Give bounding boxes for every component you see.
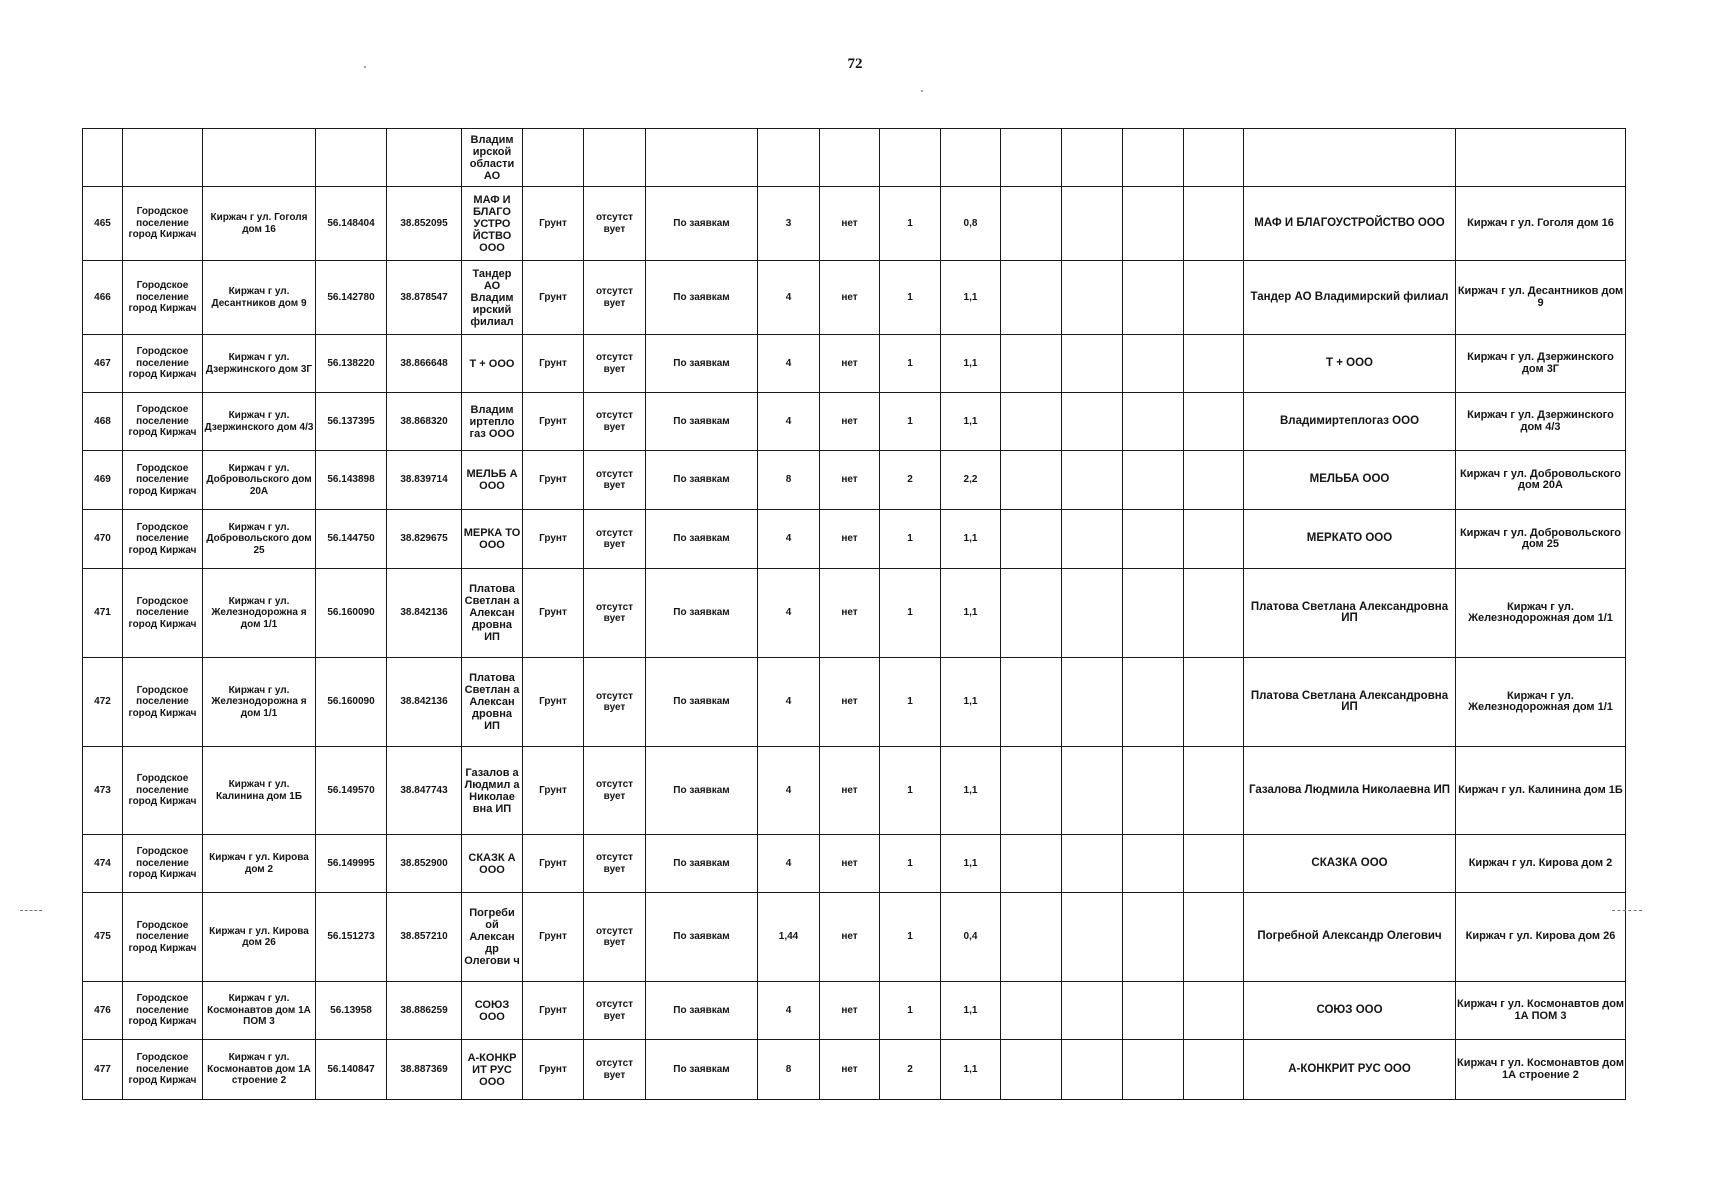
cell-empty: [1184, 658, 1244, 747]
cell-address: Киржач г ул. Гоголя дом 16: [203, 187, 316, 261]
cell-org-address: Киржач г ул. Кирова дом 2: [1456, 835, 1626, 893]
cell-empty: [1123, 451, 1184, 510]
cell-lon: [387, 129, 462, 187]
cell-lon: 38.842136: [387, 569, 462, 658]
registry-table: [82, 128, 1626, 1100]
cell-fence: отсутст вует: [584, 451, 646, 510]
cell-volume: 2,2: [941, 451, 1001, 510]
cell-schedule: По заявкам: [646, 187, 758, 261]
cell-empty: [1001, 261, 1062, 335]
cell-settlement: Городское поселение город Киржач: [123, 835, 203, 893]
cell-schedule: По заявкам: [646, 510, 758, 569]
table-row: [83, 982, 1626, 1040]
cell-lat: 56.149570: [316, 747, 387, 835]
cell-empty: [1123, 893, 1184, 982]
cell-empty: [1123, 261, 1184, 335]
cell-num: 475: [83, 893, 123, 982]
cell-org: МЕРКАТО ООО: [1244, 510, 1456, 569]
cell-settlement: Городское поселение город Киржач: [123, 451, 203, 510]
scan-artifact-right: [1612, 910, 1642, 911]
cell-owner: Платова Светлан а Алексан дровна ИП: [462, 569, 523, 658]
cell-empty: [1184, 335, 1244, 393]
cell-org-address: Киржач г ул. Космонавтов дом 1А строение 2: [1456, 1040, 1626, 1100]
cell-volume: [941, 129, 1001, 187]
cell-org: Т + ООО: [1244, 335, 1456, 393]
cell-count: 2: [880, 451, 941, 510]
cell-empty: [1184, 982, 1244, 1040]
cell-num: 470: [83, 510, 123, 569]
cell-count: 1: [880, 335, 941, 393]
cell-num: 465: [83, 187, 123, 261]
cell-owner: Владим иртепло газ ООО: [462, 393, 523, 451]
cell-empty: [1123, 187, 1184, 261]
cell-count: 1: [880, 893, 941, 982]
cell-address: Киржач г ул. Кирова дом 26: [203, 893, 316, 982]
cell-surface: Грунт: [523, 451, 584, 510]
cell-settlement: Городское поселение город Киржач: [123, 393, 203, 451]
cell-shed: [820, 129, 880, 187]
cell-area: 4: [758, 982, 820, 1040]
cell-settlement: [123, 129, 203, 187]
cell-empty: [1123, 747, 1184, 835]
cell-num: 476: [83, 982, 123, 1040]
cell-empty: [1001, 747, 1062, 835]
cell-empty: [1184, 129, 1244, 187]
cell-empty: [1062, 658, 1123, 747]
cell-address: Киржач г ул. Калинина дом 1Б: [203, 747, 316, 835]
page-number: 72: [847, 56, 863, 72]
cell-volume: 1,1: [941, 569, 1001, 658]
cell-lat: 56.138220: [316, 335, 387, 393]
cell-empty: [1001, 335, 1062, 393]
cell-owner: СКАЗК А ООО: [462, 835, 523, 893]
table-row: [83, 835, 1626, 893]
cell-empty: [1062, 893, 1123, 982]
cell-surface: Грунт: [523, 1040, 584, 1100]
cell-org: А-КОНКРИТ РУС ООО: [1244, 1040, 1456, 1100]
cell-empty: [1062, 129, 1123, 187]
cell-empty: [1062, 451, 1123, 510]
cell-lat: 56.151273: [316, 893, 387, 982]
cell-lon: 38.887369: [387, 1040, 462, 1100]
cell-address: Киржач г ул. Железнодорожна я дом 1/1: [203, 658, 316, 747]
cell-org: МАФ И БЛАГОУСТРОЙСТВО ООО: [1244, 187, 1456, 261]
cell-surface: Грунт: [523, 510, 584, 569]
cell-shed: нет: [820, 510, 880, 569]
cell-empty: [1123, 510, 1184, 569]
cell-surface: Грунт: [523, 893, 584, 982]
cell-empty: [1001, 658, 1062, 747]
cell-address: Киржач г ул. Десантников дом 9: [203, 261, 316, 335]
cell-lon: 38.839714: [387, 451, 462, 510]
cell-org-address: Киржач г ул. Гоголя дом 16: [1456, 187, 1626, 261]
cell-empty: [1184, 261, 1244, 335]
cell-schedule: По заявкам: [646, 747, 758, 835]
cell-org-address: Киржач г ул. Железнодорожная дом 1/1: [1456, 658, 1626, 747]
cell-fence: отсутст вует: [584, 835, 646, 893]
cell-org-address: Киржач г ул. Космонавтов дом 1А ПОМ 3: [1456, 982, 1626, 1040]
cell-org-address: Киржач г ул. Десантников дом 9: [1456, 261, 1626, 335]
cell-org-address: Киржач г ул. Дзержинского дом 3Г: [1456, 335, 1626, 393]
cell-count: 1: [880, 982, 941, 1040]
table-row: [83, 893, 1626, 982]
cell-volume: 1,1: [941, 982, 1001, 1040]
cell-org: Платова Светлана Александровна ИП: [1244, 569, 1456, 658]
cell-fence: отсутст вует: [584, 982, 646, 1040]
cell-lat: 56.142780: [316, 261, 387, 335]
cell-num: 471: [83, 569, 123, 658]
cell-lon: 38.866648: [387, 335, 462, 393]
cell-surface: Грунт: [523, 393, 584, 451]
cell-shed: нет: [820, 569, 880, 658]
cell-org: СОЮЗ ООО: [1244, 982, 1456, 1040]
cell-area: 3: [758, 187, 820, 261]
cell-lat: 56.160090: [316, 658, 387, 747]
cell-owner: МАФ И БЛАГО УСТРО ЙСТВО ООО: [462, 187, 523, 261]
cell-empty: [1062, 261, 1123, 335]
table-row: [83, 261, 1626, 335]
cell-org: МЕЛЬБА ООО: [1244, 451, 1456, 510]
cell-volume: 1,1: [941, 393, 1001, 451]
cell-fence: отсутст вует: [584, 393, 646, 451]
table-row: [83, 658, 1626, 747]
cell-shed: нет: [820, 393, 880, 451]
cell-empty: [1123, 658, 1184, 747]
cell-num: 468: [83, 393, 123, 451]
cell-num: [83, 129, 123, 187]
cell-org: Погребной Александр Олегович: [1244, 893, 1456, 982]
cell-address: Киржач г ул. Кирова дом 2: [203, 835, 316, 893]
cell-settlement: Городское поселение город Киржач: [123, 335, 203, 393]
cell-count: 1: [880, 261, 941, 335]
cell-org-address: Киржач г ул. Добровольского дом 20А: [1456, 451, 1626, 510]
cell-area: 4: [758, 747, 820, 835]
cell-org: Владимиртеплогаз ООО: [1244, 393, 1456, 451]
cell-fence: отсутст вует: [584, 893, 646, 982]
cell-volume: 1,1: [941, 747, 1001, 835]
cell-empty: [1062, 510, 1123, 569]
cell-volume: 1,1: [941, 335, 1001, 393]
cell-address: Киржач г ул. Космонавтов дом 1А ПОМ 3: [203, 982, 316, 1040]
cell-empty: [1001, 187, 1062, 261]
cell-lon: 38.852095: [387, 187, 462, 261]
cell-empty: [1184, 510, 1244, 569]
cell-org: Газалова Людмила Николаевна ИП: [1244, 747, 1456, 835]
cell-lat: [316, 129, 387, 187]
table-row: [83, 510, 1626, 569]
cell-schedule: По заявкам: [646, 982, 758, 1040]
cell-org-address: Киржач г ул. Железнодорожная дом 1/1: [1456, 569, 1626, 658]
cell-empty: [1123, 129, 1184, 187]
cell-org-address: Киржач г ул. Добровольского дом 25: [1456, 510, 1626, 569]
cell-owner: Владим ирской области АО: [462, 129, 523, 187]
cell-empty: [1062, 835, 1123, 893]
cell-empty: [1123, 835, 1184, 893]
cell-owner: Т + ООО: [462, 335, 523, 393]
cell-owner: А-КОНКР ИТ РУС ООО: [462, 1040, 523, 1100]
cell-empty: [1123, 569, 1184, 658]
cell-area: 8: [758, 451, 820, 510]
cell-count: 1: [880, 510, 941, 569]
cell-org: Платова Светлана Александровна ИП: [1244, 658, 1456, 747]
cell-empty: [1001, 893, 1062, 982]
cell-address: Киржач г ул. Космонавтов дом 1А строение 2: [203, 1040, 316, 1100]
cell-settlement: Городское поселение город Киржач: [123, 658, 203, 747]
cell-lat: 56.144750: [316, 510, 387, 569]
cell-lon: 38.829675: [387, 510, 462, 569]
cell-owner: Платова Светлан а Алексан дровна ИП: [462, 658, 523, 747]
cell-empty: [1062, 982, 1123, 1040]
cell-lat: 56.13958: [316, 982, 387, 1040]
cell-num: 472: [83, 658, 123, 747]
cell-lon: 38.868320: [387, 393, 462, 451]
cell-area: [758, 129, 820, 187]
cell-surface: Грунт: [523, 569, 584, 658]
cell-schedule: По заявкам: [646, 335, 758, 393]
scan-artifact-dot: [921, 90, 923, 92]
cell-address: [203, 129, 316, 187]
cell-area: 4: [758, 335, 820, 393]
cell-empty: [1001, 1040, 1062, 1100]
cell-org: Тандер АО Владимирский филиал: [1244, 261, 1456, 335]
cell-owner: МЕЛЬБ А ООО: [462, 451, 523, 510]
cell-empty: [1184, 893, 1244, 982]
cell-lat: 56.149995: [316, 835, 387, 893]
cell-empty: [1062, 747, 1123, 835]
cell-lon: 38.878547: [387, 261, 462, 335]
cell-schedule: По заявкам: [646, 569, 758, 658]
cell-count: 1: [880, 835, 941, 893]
cell-area: 4: [758, 835, 820, 893]
cell-empty: [1001, 510, 1062, 569]
cell-empty: [1001, 129, 1062, 187]
table-row: [83, 393, 1626, 451]
cell-address: Киржач г ул. Добровольского дом 20А: [203, 451, 316, 510]
table-row: [83, 187, 1626, 261]
cell-schedule: По заявкам: [646, 658, 758, 747]
cell-fence: отсутст вует: [584, 187, 646, 261]
cell-empty: [1184, 393, 1244, 451]
cell-shed: нет: [820, 261, 880, 335]
cell-empty: [1001, 569, 1062, 658]
table-row: [83, 451, 1626, 510]
scan-artifact-left: [20, 910, 42, 911]
cell-empty: [1062, 1040, 1123, 1100]
cell-surface: Грунт: [523, 261, 584, 335]
cell-surface: Грунт: [523, 187, 584, 261]
cell-settlement: Городское поселение город Киржач: [123, 261, 203, 335]
cell-empty: [1184, 1040, 1244, 1100]
cell-area: 4: [758, 261, 820, 335]
cell-owner: Погреби ой Алексан др Олегови ч: [462, 893, 523, 982]
cell-fence: отсутст вует: [584, 261, 646, 335]
cell-lon: 38.886259: [387, 982, 462, 1040]
cell-address: Киржач г ул. Дзержинского дом 4/3: [203, 393, 316, 451]
scan-artifact-dot: [364, 66, 366, 68]
cell-lat: 56.140847: [316, 1040, 387, 1100]
cell-shed: нет: [820, 747, 880, 835]
cell-area: 4: [758, 658, 820, 747]
cell-shed: нет: [820, 893, 880, 982]
cell-lon: 38.857210: [387, 893, 462, 982]
cell-shed: нет: [820, 658, 880, 747]
cell-area: 8: [758, 1040, 820, 1100]
cell-shed: нет: [820, 1040, 880, 1100]
cell-schedule: По заявкам: [646, 393, 758, 451]
cell-area: 4: [758, 569, 820, 658]
cell-settlement: Городское поселение город Киржач: [123, 747, 203, 835]
cell-org-address: Киржач г ул. Дзержинского дом 4/3: [1456, 393, 1626, 451]
cell-count: 1: [880, 187, 941, 261]
cell-shed: нет: [820, 982, 880, 1040]
cell-empty: [1001, 393, 1062, 451]
cell-count: 1: [880, 393, 941, 451]
cell-empty: [1001, 835, 1062, 893]
cell-count: 2: [880, 1040, 941, 1100]
cell-settlement: Городское поселение город Киржач: [123, 510, 203, 569]
cell-lat: 56.148404: [316, 187, 387, 261]
cell-fence: отсутст вует: [584, 1040, 646, 1100]
cell-num: 477: [83, 1040, 123, 1100]
cell-empty: [1001, 451, 1062, 510]
cell-fence: отсутст вует: [584, 510, 646, 569]
cell-address: Киржач г ул. Дзержинского дом 3Г: [203, 335, 316, 393]
cell-schedule: По заявкам: [646, 261, 758, 335]
table-row: [83, 335, 1626, 393]
table-row-continuation: [83, 129, 1626, 187]
cell-empty: [1184, 569, 1244, 658]
cell-shed: нет: [820, 835, 880, 893]
cell-fence: отсутст вует: [584, 747, 646, 835]
cell-address: Киржач г ул. Железнодорожна я дом 1/1: [203, 569, 316, 658]
cell-volume: 1,1: [941, 835, 1001, 893]
cell-org-address: Киржач г ул. Кирова дом 26: [1456, 893, 1626, 982]
cell-volume: 1,1: [941, 261, 1001, 335]
cell-volume: 0,4: [941, 893, 1001, 982]
cell-lon: 38.852900: [387, 835, 462, 893]
cell-empty: [1123, 1040, 1184, 1100]
cell-org: СКАЗКА ООО: [1244, 835, 1456, 893]
cell-num: 466: [83, 261, 123, 335]
cell-org-address: [1456, 129, 1626, 187]
cell-surface: Грунт: [523, 835, 584, 893]
cell-lat: 56.160090: [316, 569, 387, 658]
cell-count: 1: [880, 658, 941, 747]
cell-schedule: По заявкам: [646, 893, 758, 982]
cell-settlement: Городское поселение город Киржач: [123, 982, 203, 1040]
cell-lat: 56.137395: [316, 393, 387, 451]
cell-settlement: Городское поселение город Киржач: [123, 1040, 203, 1100]
cell-count: [880, 129, 941, 187]
cell-num: 473: [83, 747, 123, 835]
table-row: [83, 747, 1626, 835]
cell-surface: Грунт: [523, 982, 584, 1040]
cell-empty: [1184, 747, 1244, 835]
table-row: [83, 1040, 1626, 1100]
cell-empty: [1184, 835, 1244, 893]
cell-owner: Тандер АО Владим ирский филиал: [462, 261, 523, 335]
cell-empty: [1062, 393, 1123, 451]
cell-empty: [1062, 187, 1123, 261]
cell-count: 1: [880, 747, 941, 835]
cell-shed: нет: [820, 187, 880, 261]
cell-num: 474: [83, 835, 123, 893]
cell-settlement: Городское поселение город Киржач: [123, 569, 203, 658]
cell-schedule: По заявкам: [646, 1040, 758, 1100]
cell-org: [1244, 129, 1456, 187]
cell-area: 1,44: [758, 893, 820, 982]
cell-surface: Грунт: [523, 335, 584, 393]
cell-schedule: По заявкам: [646, 835, 758, 893]
cell-address: Киржач г ул. Добровольского дом 25: [203, 510, 316, 569]
cell-owner: СОЮЗ ООО: [462, 982, 523, 1040]
cell-area: 4: [758, 393, 820, 451]
cell-surface: [523, 129, 584, 187]
cell-surface: Грунт: [523, 658, 584, 747]
cell-lon: 38.847743: [387, 747, 462, 835]
cell-empty: [1123, 393, 1184, 451]
cell-settlement: Городское поселение город Киржач: [123, 187, 203, 261]
cell-schedule: По заявкам: [646, 451, 758, 510]
cell-num: 467: [83, 335, 123, 393]
cell-fence: отсутст вует: [584, 658, 646, 747]
cell-empty: [1184, 187, 1244, 261]
cell-owner: МЕРКА ТО ООО: [462, 510, 523, 569]
cell-owner: Газалов а Людмил а Николае вна ИП: [462, 747, 523, 835]
cell-shed: нет: [820, 451, 880, 510]
cell-lat: 56.143898: [316, 451, 387, 510]
cell-count: 1: [880, 569, 941, 658]
cell-fence: отсутст вует: [584, 569, 646, 658]
cell-empty: [1062, 335, 1123, 393]
cell-volume: 0,8: [941, 187, 1001, 261]
cell-empty: [1123, 335, 1184, 393]
cell-volume: 1,1: [941, 510, 1001, 569]
cell-empty: [1001, 982, 1062, 1040]
table-row: [83, 569, 1626, 658]
cell-lon: 38.842136: [387, 658, 462, 747]
cell-org-address: Киржач г ул. Калинина дом 1Б: [1456, 747, 1626, 835]
cell-area: 4: [758, 510, 820, 569]
cell-empty: [1184, 451, 1244, 510]
cell-surface: Грунт: [523, 747, 584, 835]
cell-fence: отсутст вует: [584, 335, 646, 393]
cell-empty: [1062, 569, 1123, 658]
cell-volume: 1,1: [941, 658, 1001, 747]
cell-volume: 1,1: [941, 1040, 1001, 1100]
cell-num: 469: [83, 451, 123, 510]
cell-settlement: Городское поселение город Киржач: [123, 893, 203, 982]
cell-shed: нет: [820, 335, 880, 393]
cell-fence: [584, 129, 646, 187]
cell-schedule: [646, 129, 758, 187]
cell-empty: [1123, 982, 1184, 1040]
